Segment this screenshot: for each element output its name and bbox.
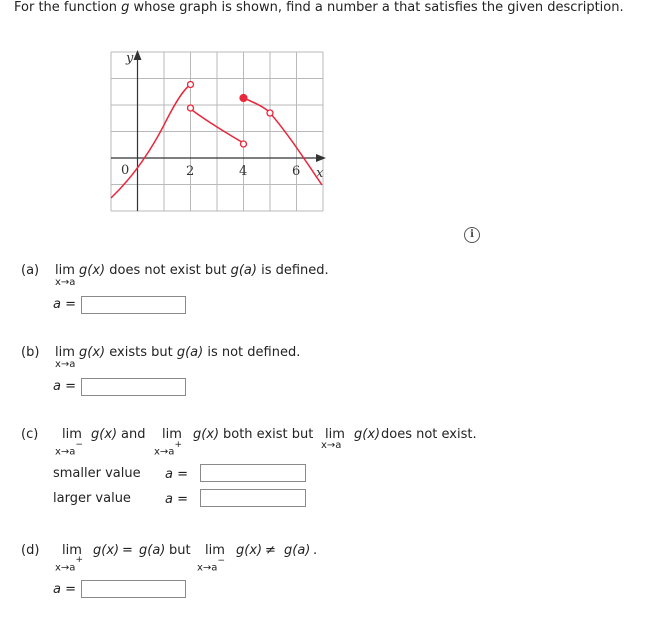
part-d-answer-input[interactable] [81, 580, 186, 598]
part-d-but: but [169, 543, 191, 558]
info-icon[interactable]: i [464, 227, 480, 243]
part-c-smaller-label: smaller value [53, 466, 141, 481]
part-c-lim-right: lim [162, 427, 182, 442]
part-c-sub-right: x→a+ [154, 440, 182, 458]
part-c-lim-left: lim [62, 427, 82, 442]
part-a-statement: lim g(x) does not exist but g(a) is defined. [55, 263, 329, 278]
part-a-label: (a) [21, 263, 40, 278]
part-c-does-not-exist: does not exist. [381, 427, 477, 442]
open-point-5 [267, 110, 273, 116]
part-d-not-equal: ≠ [265, 543, 276, 558]
part-d-gx-right: g(x) [93, 543, 120, 558]
part-c-smaller-input[interactable] [200, 464, 306, 482]
part-d-period: . [313, 543, 318, 558]
part-d-lim-left: lim [205, 543, 225, 558]
curve-segment-right [244, 98, 323, 185]
part-b-a-equals: a = [53, 379, 76, 394]
open-point-4-lower [241, 141, 247, 147]
x-axis-label: x [316, 166, 324, 181]
curve-segment-left [111, 85, 190, 198]
part-b-label: (b) [21, 345, 40, 360]
part-c-lim-two-sided: lim [325, 427, 345, 442]
tick-label-4: 4 [239, 164, 248, 179]
part-d-ga: g(a) [139, 543, 166, 558]
part-c-sub-left: x→a− [55, 440, 83, 458]
part-a-limit-subscript: x→a [55, 277, 76, 288]
graph-axes [111, 50, 326, 211]
part-c-label: (c) [21, 427, 39, 442]
part-d-a-equals: a = [53, 582, 76, 597]
open-point-2-upper [188, 82, 194, 88]
part-d-ga-2: g(a) [284, 543, 311, 558]
graph-grid [111, 52, 323, 211]
tick-label-6: 6 [292, 164, 301, 179]
part-d-equals: = [122, 543, 133, 558]
part-b-limit-subscript: x→a [55, 359, 76, 370]
y-axis-label: y [126, 51, 134, 66]
part-d-sub-left: x→a− [197, 556, 225, 574]
part-d-gx-left: g(x) [236, 543, 263, 558]
part-c-gx-right: g(x) [193, 427, 220, 442]
part-c-both-exist: both exist but [223, 427, 314, 442]
tick-label-0: 0 [121, 163, 130, 178]
part-c-larger-input[interactable] [200, 489, 306, 507]
part-c-smaller-a-equals: a = [165, 467, 188, 482]
part-a-answer-input[interactable] [81, 296, 186, 314]
part-c-sub-two-sided: x→a [321, 440, 342, 451]
part-c-larger-label: larger value [53, 491, 131, 506]
part-b-statement: lim g(x) exists but g(a) is not defined. [55, 345, 301, 360]
part-c-gx-two-sided: g(x) [354, 427, 381, 442]
part-d-lim-right: lim [62, 543, 82, 558]
open-point-2-lower [188, 105, 194, 111]
part-a-a-equals: a = [53, 297, 76, 312]
tick-label-2: 2 [186, 164, 195, 179]
function-graph [105, 44, 330, 216]
part-d-sub-right: x→a+ [55, 555, 83, 574]
part-c-and: and [121, 427, 146, 442]
problem-prompt: For the function g whose graph is shown, find a number a that satisfies the given description. [14, 0, 624, 15]
filled-point-4 [240, 94, 247, 101]
part-c-larger-a-equals: a = [165, 492, 188, 507]
part-b-answer-input[interactable] [81, 378, 186, 396]
part-c-gx-left: g(x) [91, 427, 118, 442]
part-d-label: (d) [21, 543, 40, 558]
